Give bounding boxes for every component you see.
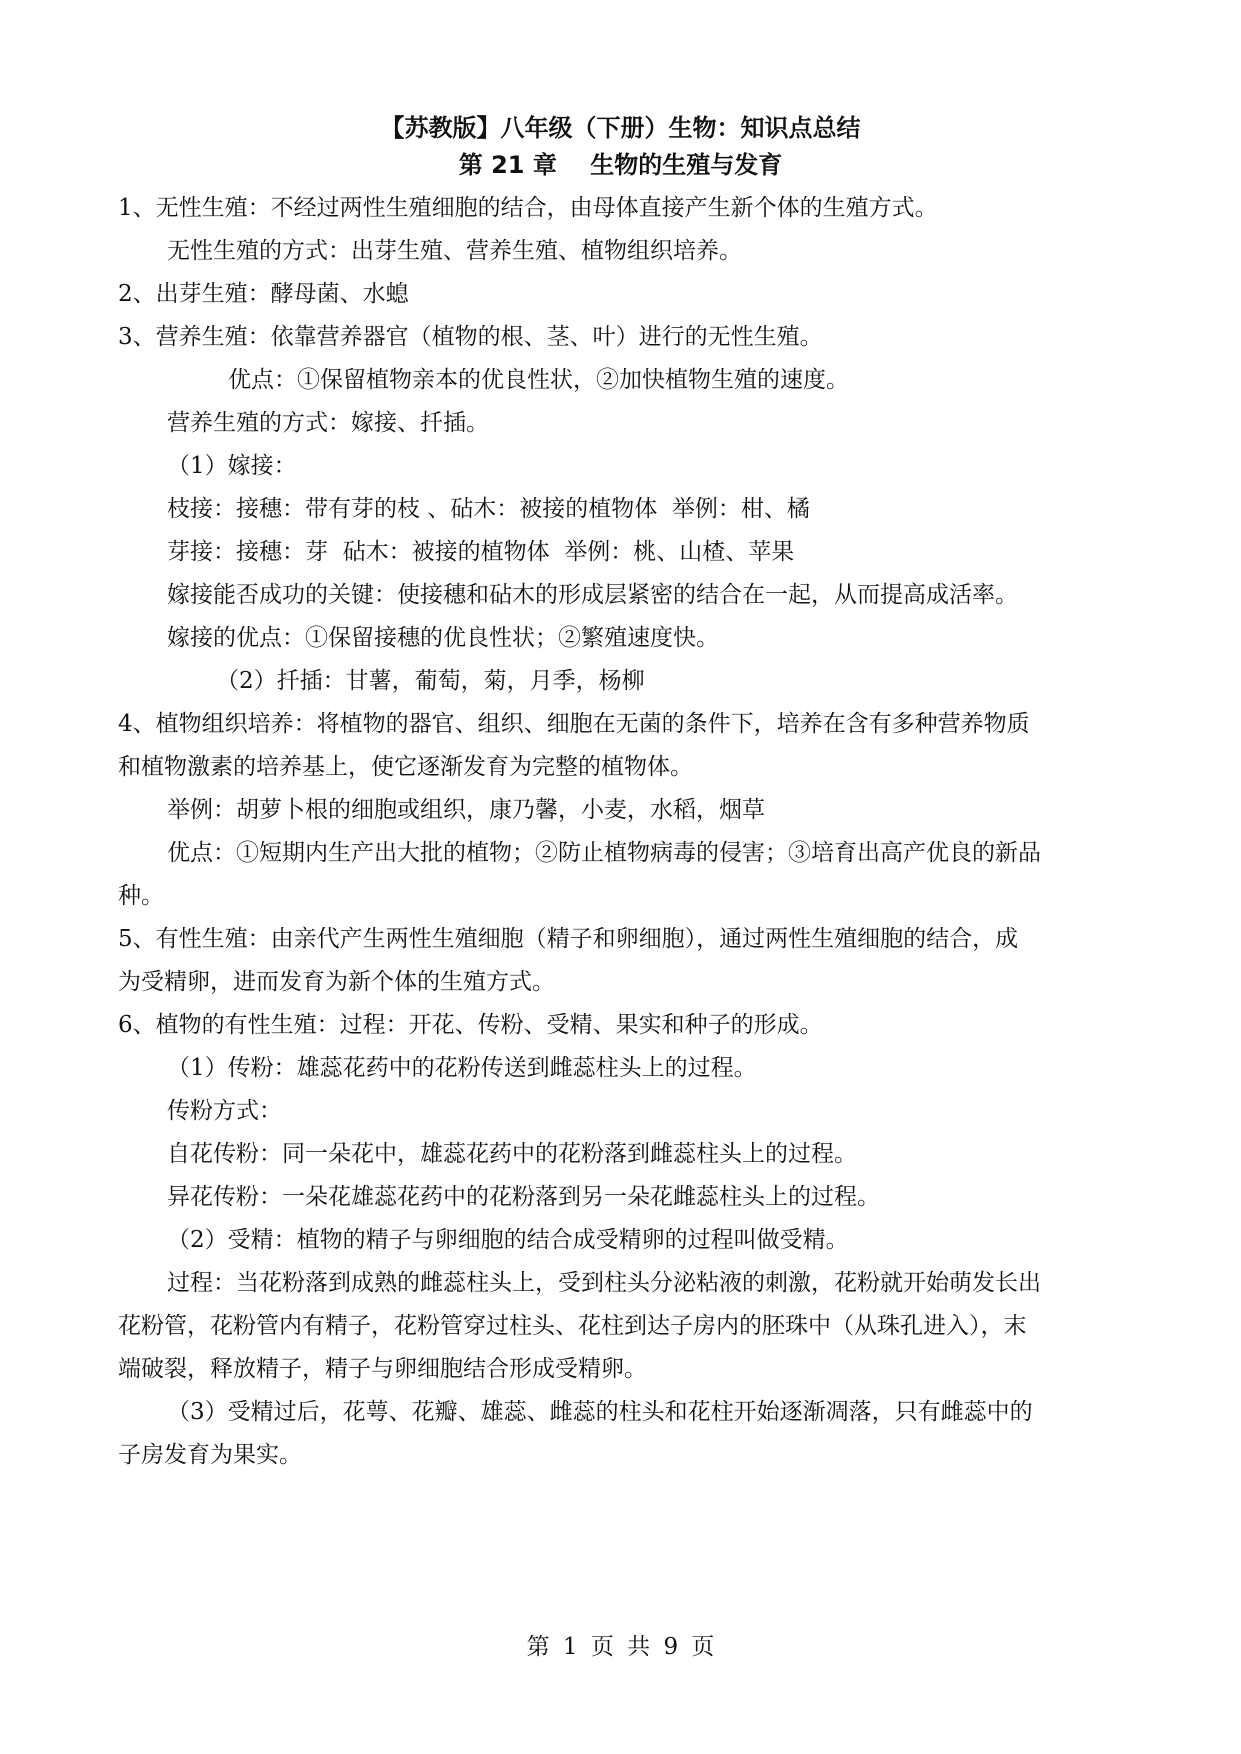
text-line: 过程：当花粉落到成熟的雌蕊柱头上，受到柱头分泌粘液的刺激，花粉就开始萌发长出 (167, 1270, 1041, 1296)
text-line: （1）嫁接： (167, 453, 297, 479)
text-line: 嫁接的优点：①保留接穗的优良性状；②繁殖速度快。 (167, 625, 719, 651)
text-line: 为受精卵，进而发育为新个体的生殖方式。 (118, 969, 555, 995)
text-line: 自花传粉：同一朵花中，雄蕊花药中的花粉落到雌蕊柱头上的过程。 (167, 1141, 857, 1167)
page-number: 第 1 页 共 9 页 (526, 1634, 715, 1660)
text-line: 子房发育为果实。 (118, 1442, 302, 1468)
text-line: 花粉管，花粉管内有精子，花粉管穿过柱头、花柱到达子房内的胚珠中（从珠孔进入），末 (118, 1313, 1027, 1339)
text-line: 6、植物的有性生殖：过程：开花、传粉、受精、果实和种子的形成。 (118, 1012, 823, 1038)
text-line: （2）受精：植物的精子与卵细胞的结合成受精卵的过程叫做受精。 (167, 1227, 849, 1253)
text-line: 端破裂，释放精子，精子与卵细胞结合形成受精卵。 (118, 1356, 647, 1382)
text-line: 4、植物组织培养：将植物的器官、组织、细胞在无菌的条件下，培养在含有多种营养物质 (118, 711, 1030, 737)
text-line: 传粉方式： (167, 1098, 282, 1124)
text-line: 营养生殖的方式：嫁接、扦插。 (167, 410, 489, 436)
text-line: 5、有性生殖：由亲代产生两性生殖细胞（精子和卵细胞），通过两性生殖细胞的结合，成 (118, 926, 1019, 952)
document-title: 【苏教版】八年级（下册）生物：知识点总结 (380, 114, 861, 142)
text-line: 无性生殖的方式：出芽生殖、营养生殖、植物组织培养。 (167, 238, 742, 264)
text-line: 1、无性生殖：不经过两性生殖细胞的结合，由母体直接产生新个体的生殖方式。 (118, 195, 938, 221)
text-line: 举例：胡萝卜根的细胞或组织，康乃馨，小麦，水稻，烟草 (167, 797, 765, 823)
text-line: （1）传粉：雄蕊花药中的花粉传送到雌蕊柱头上的过程。 (167, 1055, 757, 1081)
text-line: （3）受精过后，花萼、花瓣、雄蕊、雌蕊的柱头和花柱开始逐渐凋落，只有雌蕊中的 (167, 1399, 1033, 1425)
text-line: 优点：①保留植物亲本的优良性状，②加快植物生殖的速度。 (228, 367, 849, 393)
text-line: 和植物激素的培养基上，使它逐渐发育为完整的植物体。 (118, 754, 693, 780)
text-line: 2、出芽生殖：酵母菌、水螅 (118, 281, 409, 307)
chapter-heading: 第 21 章 生物的生殖与发育 (458, 151, 783, 179)
text-line: 枝接：接穗：带有芽的枝 、砧木：被接的植物体 举例：柑、橘 (167, 496, 810, 522)
text-line: 嫁接能否成功的关键：使接穗和砧木的形成层紧密的结合在一起，从而提高成活率。 (167, 582, 1018, 608)
text-line: 种。 (118, 883, 164, 909)
text-line: （2）扦插：甘薯，葡萄，菊，月季，杨柳 (216, 668, 645, 694)
text-line: 芽接：接穗：芽 砧木：被接的植物体 举例：桃、山楂、苹果 (167, 539, 795, 565)
text-line: 异花传粉：一朵花雄蕊花药中的花粉落到另一朵花雌蕊柱头上的过程。 (167, 1184, 880, 1210)
text-line: 3、营养生殖：依靠营养器官（植物的根、茎、叶）进行的无性生殖。 (118, 324, 823, 350)
text-line: 优点：①短期内生产出大批的植物；②防止植物病毒的侵害；③培育出高产优良的新品 (167, 840, 1041, 866)
